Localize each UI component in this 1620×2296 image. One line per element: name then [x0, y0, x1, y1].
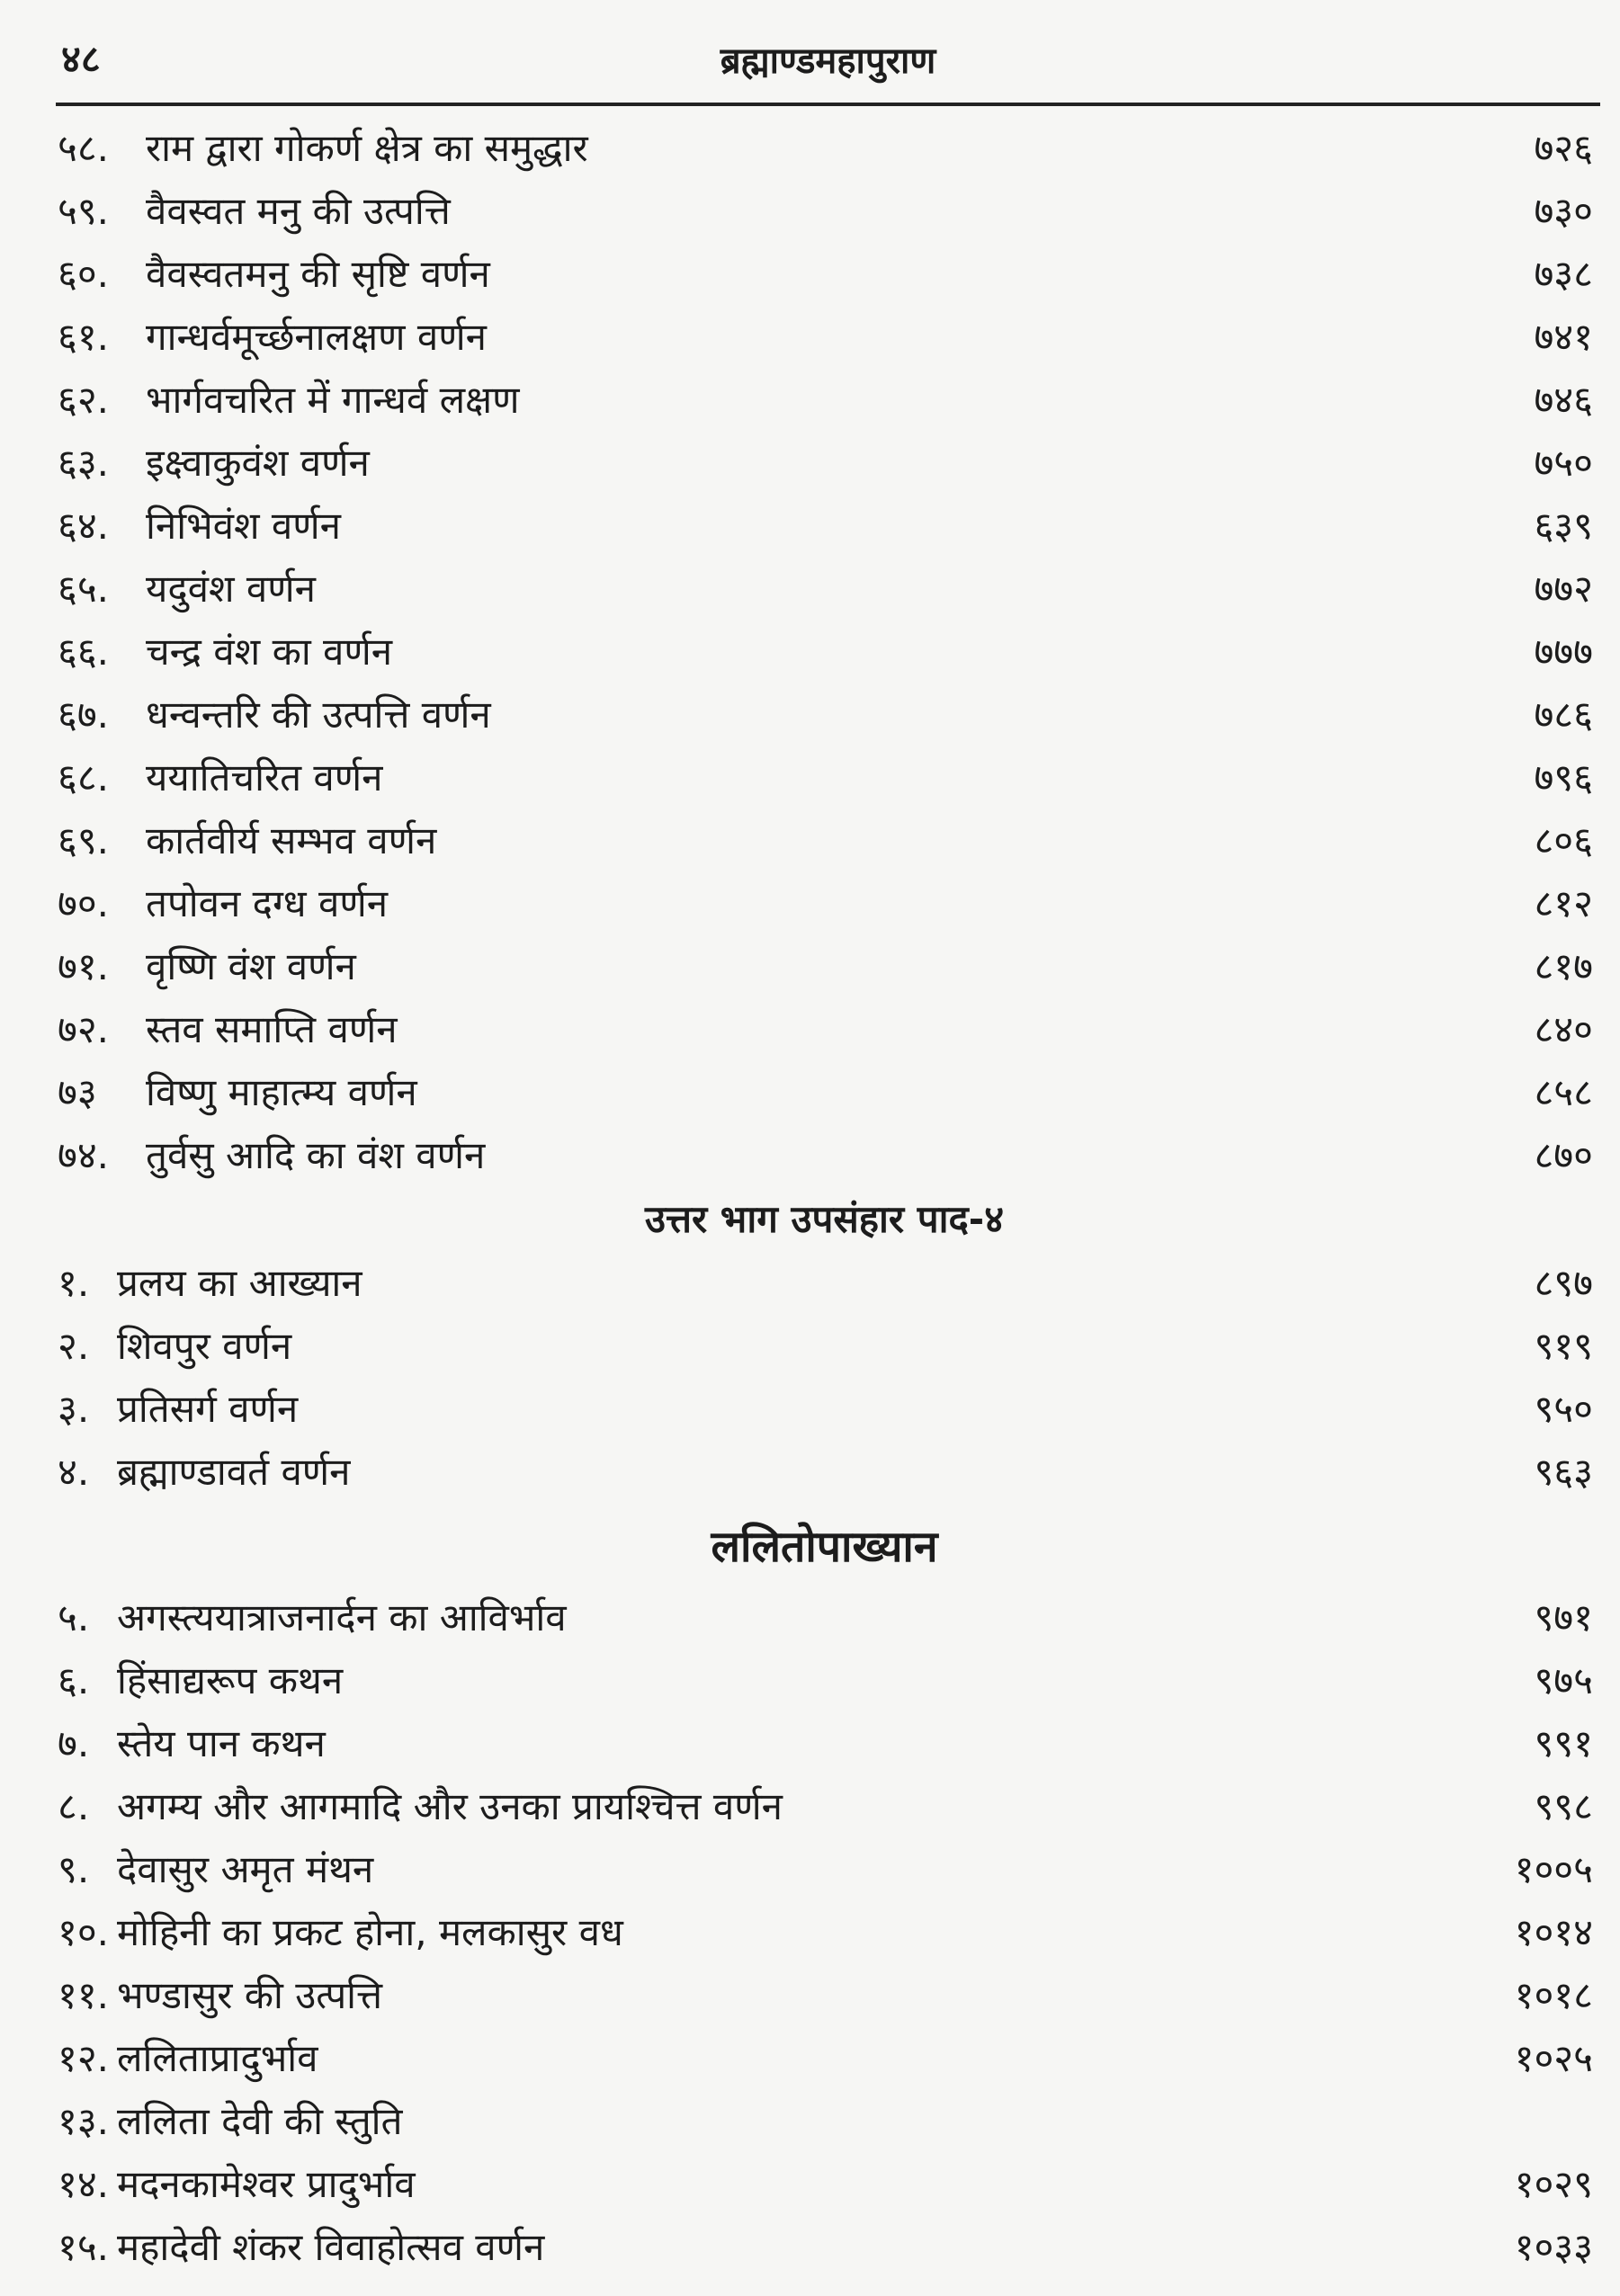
entry-title: महादेवी शंकर विवाहोत्सव वर्णन — [117, 2225, 545, 2269]
entry-title: स्तव समाप्ति वर्णन — [146, 1007, 398, 1051]
toc-entry — [56, 1378, 1593, 1441]
toc-entry — [56, 306, 1593, 369]
entry-title: वृष्णि वंश वर्णन — [146, 944, 356, 988]
entry-page: ७५० — [1534, 441, 1593, 485]
toc-entry — [56, 369, 1593, 432]
toc-entry — [56, 180, 1593, 243]
toc-entry — [56, 1124, 1593, 1187]
entry-title: ललिताप्रादुर्भाव — [117, 2036, 318, 2080]
toc-entry — [56, 495, 1593, 558]
toc-entry — [56, 1901, 1593, 1964]
toc-entry — [56, 935, 1593, 998]
entry-page: ९१९ — [1534, 1324, 1593, 1368]
entry-title: तुर्वसु आदि का वंश वर्णन — [146, 1133, 486, 1177]
section-heading: ललितोपाख्यान — [711, 1522, 938, 1572]
entry-title: मदनकामेश्वर प्रादुर्भाव — [117, 2162, 416, 2206]
entry-page: ७३० — [1534, 189, 1593, 233]
entry-page: ८१७ — [1534, 944, 1593, 988]
entry-page: १०१८ — [1514, 1973, 1593, 2017]
entry-page: ८९७ — [1534, 1261, 1593, 1305]
entry-number: २. — [58, 1324, 90, 1368]
entry-number: १. — [58, 1261, 90, 1305]
toc-entry — [56, 117, 1593, 180]
book-title: ब्रह्माण्डमहापुराण — [720, 40, 936, 82]
entry-page: ९९८ — [1534, 1784, 1593, 1828]
toc-entry — [56, 432, 1593, 495]
entry-number: १०. — [58, 1910, 110, 1954]
entry-number: ६९. — [58, 818, 110, 862]
toc-entry — [56, 1712, 1593, 1775]
entry-page: १०२९ — [1514, 2162, 1593, 2206]
table-of-contents — [56, 117, 1593, 2279]
entry-title: निभिवंश वर्णन — [146, 504, 341, 548]
entry-number: ३. — [58, 1387, 90, 1431]
entry-number: १३. — [58, 2099, 110, 2143]
entry-title: शिवपुर वर्णन — [117, 1324, 292, 1368]
entry-page: ७८६ — [1534, 692, 1593, 737]
entry-page: ७३८ — [1534, 252, 1593, 296]
entry-page: ६३९ — [1534, 504, 1593, 548]
entry-number: ७४. — [58, 1133, 110, 1177]
toc-entry — [56, 243, 1593, 306]
entry-page: ८०६ — [1534, 818, 1593, 862]
entry-title: गान्धर्वमूर्च्छनालक्षण वर्णन — [146, 315, 487, 359]
entry-title: ललिता देवी की स्तुति — [117, 2099, 403, 2143]
entry-title: स्तेय पान कथन — [117, 1721, 326, 1765]
toc-entry — [56, 1315, 1593, 1378]
entry-number: ७. — [58, 1721, 90, 1765]
toc-entry — [56, 746, 1593, 809]
entry-number: ५८. — [58, 126, 110, 170]
entry-title: देवासुर अमृत मंथन — [117, 1847, 374, 1891]
entry-title: प्रतिसर्ग वर्णन — [117, 1387, 299, 1431]
page-number: ४८ — [61, 37, 101, 81]
toc-entry — [56, 2090, 1593, 2153]
toc-entry — [56, 2216, 1593, 2279]
toc-entry — [56, 1838, 1593, 1901]
entry-title: अगस्त्ययात्राजनार्दन का आविर्भाव — [117, 1595, 567, 1639]
entry-number: ७३ — [58, 1070, 97, 1114]
entry-title: ब्रह्माण्डावर्त वर्णन — [117, 1450, 351, 1494]
entry-number: ६०. — [58, 252, 110, 296]
entry-number: १४. — [58, 2162, 110, 2206]
entry-page: १००५ — [1514, 1847, 1593, 1891]
entry-title: चन्द्र वंश का वर्णन — [146, 630, 393, 674]
entry-number: ७१. — [58, 944, 110, 988]
toc-entry — [56, 1964, 1593, 2027]
entry-number: १२. — [58, 2036, 110, 2080]
toc-entry — [56, 872, 1593, 935]
toc-entry — [56, 683, 1593, 746]
toc-entry — [56, 1252, 1593, 1315]
entry-title: वैवस्वत मनु की उत्पत्ति — [146, 189, 451, 233]
entry-page: ८१२ — [1534, 881, 1593, 925]
toc-entry — [56, 809, 1593, 872]
toc-entry — [56, 1775, 1593, 1838]
entry-number: ९. — [58, 1847, 90, 1891]
entry-number: ६५. — [58, 567, 110, 611]
toc-entry — [56, 1586, 1593, 1649]
entry-number: ४. — [58, 1450, 90, 1494]
entry-number: ६८. — [58, 755, 110, 800]
entry-page: ८५८ — [1534, 1070, 1593, 1114]
entry-title: यदुवंश वर्णन — [146, 567, 316, 611]
entry-page: ९७१ — [1534, 1595, 1593, 1639]
entry-title: हिंसाद्यरूप कथन — [117, 1658, 344, 1702]
toc-entry — [56, 2153, 1593, 2216]
entry-title: राम द्वारा गोकर्ण क्षेत्र का समुद्धार — [146, 126, 588, 170]
entry-page: ९६३ — [1534, 1450, 1593, 1494]
entry-title: ययातिचरित वर्णन — [146, 755, 383, 800]
entry-title: विष्णु माहात्म्य वर्णन — [146, 1070, 417, 1114]
entry-page: १०१४ — [1514, 1910, 1593, 1954]
entry-page: ७७७ — [1534, 630, 1593, 674]
entry-title: तपोवन दग्ध वर्णन — [146, 881, 388, 925]
entry-page: ८७० — [1534, 1133, 1593, 1177]
entry-title: कार्तवीर्य सम्भव वर्णन — [146, 818, 437, 862]
entry-title: धन्वन्तरि की उत्पत्ति वर्णन — [146, 692, 491, 737]
entry-page: १०२५ — [1514, 2036, 1593, 2080]
toc-entry — [56, 1061, 1593, 1124]
entry-number: ६६. — [58, 630, 110, 674]
entry-title: भार्गवचरित में गान्धर्व लक्षण — [146, 378, 520, 422]
entry-number: ५. — [58, 1595, 90, 1639]
page-header — [56, 27, 1600, 106]
entry-title: मोहिनी का प्रकट होना, मलकासुर वध — [117, 1910, 623, 1954]
entry-page: ७४१ — [1534, 315, 1593, 359]
entry-number: ६७. — [58, 692, 110, 737]
entry-number: ११. — [58, 1973, 110, 2017]
entry-number: ६३. — [58, 441, 110, 485]
toc-entry — [56, 2027, 1593, 2090]
entry-title: इक्ष्वाकुवंश वर्णन — [146, 441, 370, 485]
entry-number: ६१. — [58, 315, 110, 359]
toc-entry — [56, 998, 1593, 1061]
entry-page: ९७५ — [1534, 1658, 1593, 1702]
entry-number: ८. — [58, 1784, 90, 1828]
entry-page: ८४० — [1534, 1007, 1593, 1051]
entry-title: भण्डासुर की उत्पत्ति — [117, 1973, 383, 2017]
entry-number: ७२. — [58, 1007, 110, 1051]
entry-number: १५. — [58, 2225, 110, 2269]
entry-number: ६२. — [58, 378, 110, 422]
toc-entry — [56, 621, 1593, 683]
entry-page: ७९६ — [1534, 755, 1593, 800]
entry-number: ७०. — [58, 881, 110, 925]
entry-title: प्रलय का आख्यान — [117, 1261, 362, 1305]
entry-number: ६४. — [58, 504, 110, 548]
entry-number: ६. — [58, 1658, 90, 1702]
entry-title: अगम्य और आगमादि और उनका प्रायश्चित्त वर्णन — [117, 1784, 783, 1828]
entry-page: ७७२ — [1534, 567, 1593, 611]
section-heading: उत्तर भाग उपसंहार पाद-४ — [644, 1197, 1005, 1241]
toc-entry — [56, 1649, 1593, 1712]
entry-number: ५९. — [58, 189, 110, 233]
toc-entry — [56, 1441, 1593, 1504]
entry-page: १०३३ — [1514, 2225, 1593, 2269]
entry-page: ७२६ — [1534, 126, 1593, 170]
entry-page: ९५० — [1534, 1387, 1593, 1431]
entry-page: ९९१ — [1534, 1721, 1593, 1765]
entry-page: ७४६ — [1534, 378, 1593, 422]
entry-title: वैवस्वतमनु की सृष्टि वर्णन — [146, 252, 490, 296]
toc-entry — [56, 558, 1593, 621]
